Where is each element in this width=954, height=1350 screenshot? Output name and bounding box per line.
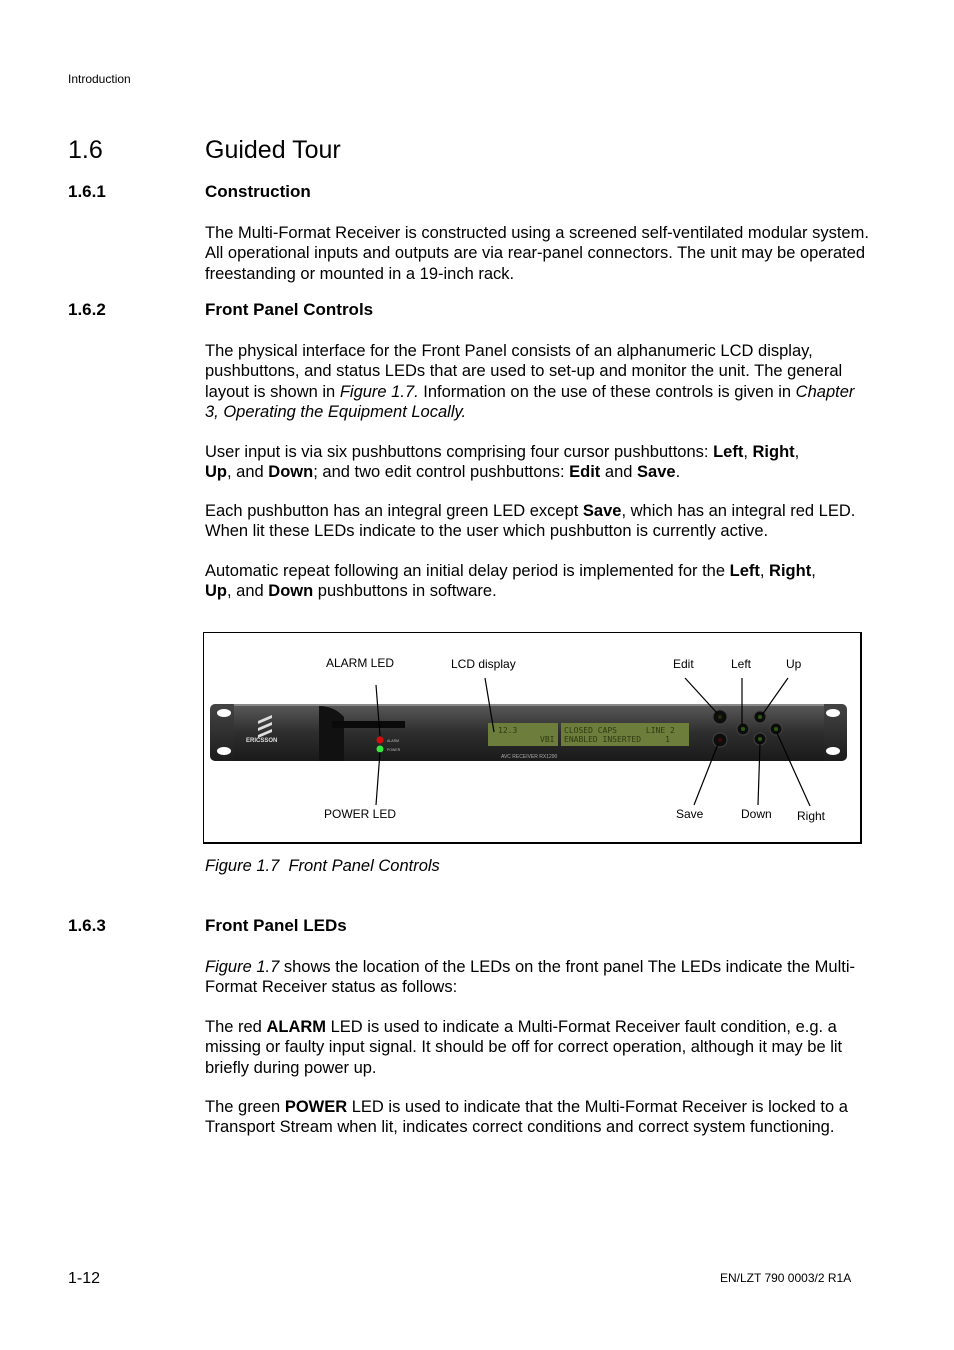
lcd-text: VBI [540, 735, 555, 744]
text-run: The red [205, 1018, 267, 1036]
term-power: POWER [284, 1098, 348, 1116]
chassis-highlight [234, 704, 824, 706]
lcd-text: ENABLED INSERTED 1 [564, 735, 670, 744]
term-down: Down [268, 582, 314, 601]
card-slot [332, 721, 405, 728]
text-run: , [811, 562, 816, 580]
text-run: Automatic repeat following an initial delay period is implemented for the [205, 562, 730, 580]
figure-reference: Figure 1.7. [339, 382, 419, 401]
figure-reference: Figure 1.7 [205, 958, 280, 976]
subsection-title: Front Panel LEDs [205, 916, 347, 935]
leds-paragraph-1 [205, 957, 870, 998]
figure-caption [205, 857, 440, 876]
chapter-reference: Chapter 3, Operating the Equipment Locally. [205, 382, 855, 421]
callout-up: Up [786, 657, 802, 671]
text-run: , [794, 443, 800, 461]
subsection-title: Construction [205, 182, 311, 201]
document-id: EN/LZT 790 0003/2 R1A [720, 1271, 852, 1285]
left-led-icon [741, 727, 745, 731]
text-run: LED is used to indicate that the Multi-Format Receiver is locked to a Transport Stream when lit, indicates correct conditions and correct system functioning. [205, 1098, 848, 1137]
controls-paragraph-2 [205, 442, 870, 483]
text-run: pushbuttons in software. [313, 582, 497, 601]
controls-paragraph-3 [205, 501, 870, 542]
term-left: Left [713, 443, 744, 461]
callout-edit: Edit [673, 657, 694, 671]
text-run: ; and two edit control pushbuttons: [313, 463, 570, 482]
term-alarm: ALARM [266, 1018, 327, 1036]
term-edit: Edit [569, 463, 601, 482]
rack-hole [217, 709, 231, 717]
lcd-text: CLOSED CAPS LINE 2 [564, 726, 675, 735]
text-run: Each pushbutton has an integral green LED except [205, 502, 583, 520]
callout-save: Save [676, 807, 704, 821]
text-run: The physical interface for the Front Panel consists of an alphanumeric LCD display, pushbuttons, and status LEDs that are used to set-up and monitor the unit. The general layout is shown in [205, 342, 843, 401]
down-led-icon [758, 737, 762, 741]
model-label: AVC RECEIVER RX1290 [501, 754, 558, 760]
lcd-text: 12.3 [498, 726, 518, 735]
logo-text: ERICSSON [246, 738, 278, 744]
callout-power-led: POWER LED [324, 807, 397, 821]
alarm-led-label: ALARM [387, 739, 400, 743]
power-led-icon [377, 746, 384, 753]
controls-paragraph-1 [205, 341, 870, 422]
leds-paragraph-2 [205, 1017, 870, 1078]
callout-lcd-display: LCD display [451, 657, 516, 671]
text-run: Information on the use of these controls is given in [418, 382, 796, 401]
term-right: Right [769, 562, 812, 580]
rack-hole [826, 709, 840, 717]
callout-alarm-led: ALARM LED [326, 656, 395, 670]
term-left: Left [729, 562, 760, 580]
power-led-label: POWER [387, 748, 401, 752]
figure-front-panel [203, 632, 862, 844]
text-run: , which has an integral red LED. When lit these LEDs indicate to the user which pushbutton is currently active. [205, 502, 856, 541]
callout-down: Down [741, 807, 772, 821]
subsection-number: 1.6.1 [68, 182, 106, 201]
term-up: Up [205, 582, 227, 601]
controls-paragraph-4 [205, 561, 870, 602]
leds-paragraph-3 [205, 1097, 870, 1138]
callout-left: Left [731, 657, 752, 671]
subsection-title: Front Panel Controls [205, 300, 374, 319]
subsection-number: 1.6.2 [68, 300, 106, 319]
alarm-led-icon [377, 737, 384, 744]
text-run: . [675, 463, 681, 482]
device-illustration [204, 633, 861, 842]
right-led-icon [774, 727, 778, 731]
subsection-number: 1.6.3 [68, 916, 106, 935]
rack-hole [826, 747, 840, 755]
running-head: Introduction [68, 72, 131, 86]
caption-title: Front Panel Controls [288, 857, 440, 875]
text-run: , and [227, 463, 269, 482]
save-led-icon [718, 738, 722, 742]
text-run: shows the location of the LEDs on the front panel The LEDs indicate the Multi-Format Receiver status as follows: [205, 958, 855, 997]
caption-label: Figure 1.7 [205, 857, 280, 875]
text-run: LED is used to indicate a Multi-Format Receiver fault condition, e.g. a missing or faulty input signal. It should be off for correct operation, although it may be lit briefly during power up. [205, 1018, 843, 1077]
text-run: and [600, 463, 638, 482]
term-save: Save [637, 463, 676, 482]
text-run: , and [227, 582, 269, 601]
text-run: User input is via six pushbuttons comprising four cursor pushbuttons: [205, 443, 714, 461]
term-right: Right [752, 443, 795, 461]
callout-right: Right [797, 809, 826, 823]
text-run: The green [205, 1098, 285, 1116]
term-save: Save [582, 502, 622, 520]
text-run: , [759, 562, 770, 580]
text-run: , [743, 443, 753, 461]
page-number: 1-12 [68, 1270, 101, 1287]
term-down: Down [268, 463, 314, 482]
section-number: 1.6 [68, 136, 103, 164]
rack-hole [217, 747, 231, 755]
edit-led-icon [718, 715, 722, 719]
section-title: Guided Tour [205, 136, 341, 164]
up-led-icon [758, 715, 762, 719]
panel-recess [319, 706, 344, 761]
construction-paragraph: The Multi-Format Receiver is constructed using a screened self-ventilated modular system. All operational inputs and outputs are via rear-panel connectors. The unit may be operated freestanding or mounted in a 19-inch rack. [205, 224, 869, 283]
term-up: Up [205, 463, 227, 482]
